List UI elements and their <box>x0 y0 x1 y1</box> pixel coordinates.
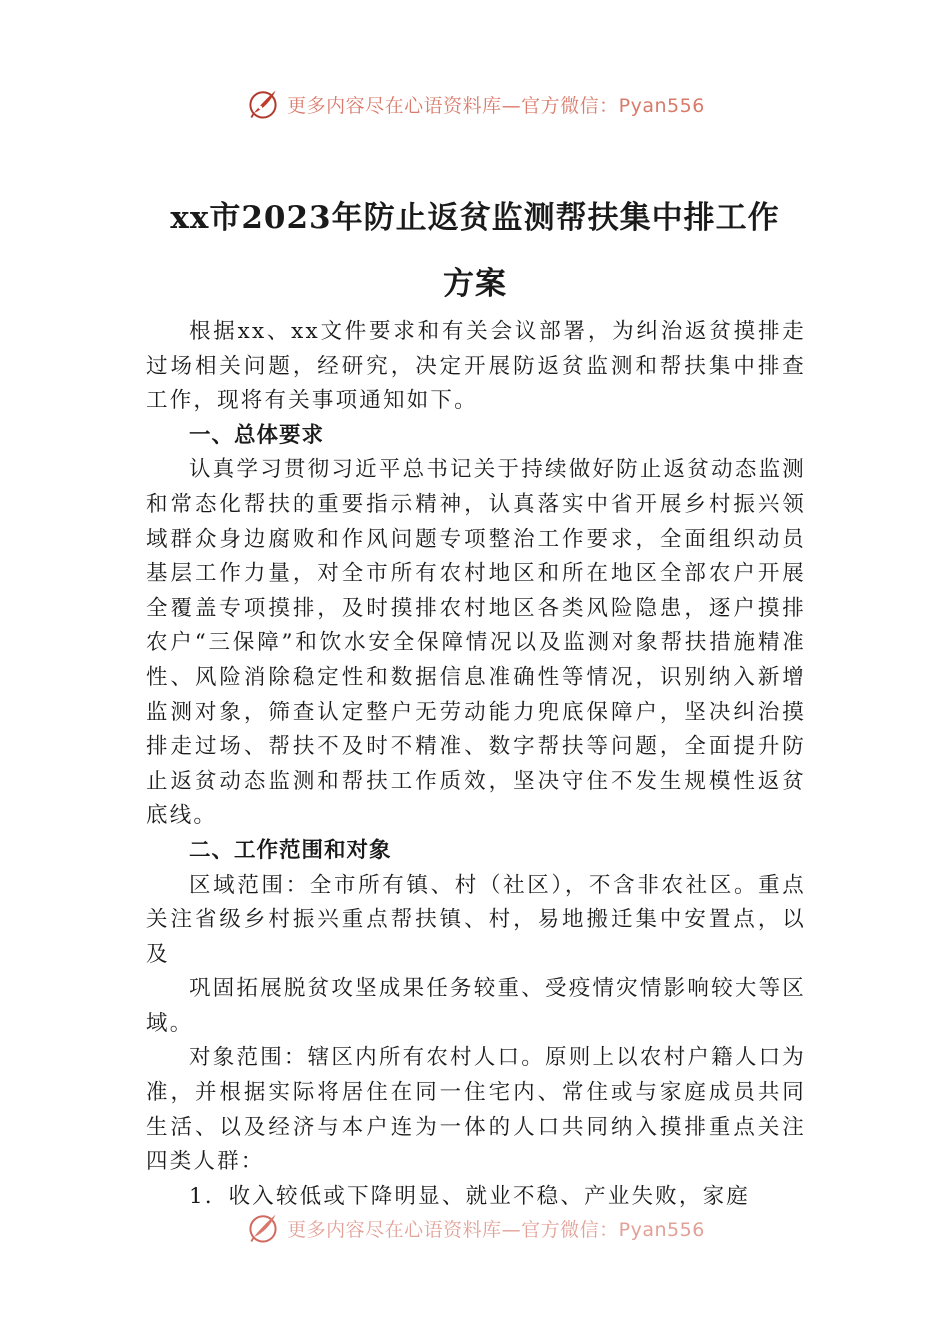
document-title-line-1: xx市2023年防止返贫监测帮扶集中排工作 <box>170 200 780 236</box>
section-2-paragraph-1: 区域范围：全市所有镇、村（社区），不含非农社区。重点关注省级乡村振兴重点帮扶镇、村，易地搬迁集中安置点，以及 <box>146 872 806 967</box>
document-title-line-2: 方案 <box>443 266 507 302</box>
intro-paragraph: 根据xx、xx文件要求和有关会议部署，为纠治返贫摸排走过场相关问题，经研究，决定开展防返贫监测和帮扶集中排查工作，现将有关事项通知如下。 <box>146 319 806 414</box>
section-heading-1: 一、总体要求 <box>189 422 325 448</box>
watermark-header <box>0 84 950 124</box>
watermark-footer <box>0 1208 950 1248</box>
section-2-paragraph-3: 对象范围：辖区内所有农村人口。原则上以农村户籍人口为准，并根据实际将居住在同一住宅内、常住或与家庭成员共同生活、以及经济与本户连为一体的人口共同纳入摸排重点关注四类人群： <box>146 1045 806 1175</box>
quill-logo-icon <box>245 1210 281 1246</box>
watermark-text: 更多内容尽在心语资料库—官方微信：Pyan556 <box>287 1218 705 1241</box>
document-body <box>146 315 806 1214</box>
section-1-paragraph: 认真学习贯彻习近平总书记关于持续做好防止返贫动态监测和常态化帮扶的重要指示精神，认真落实中省开展乡村振兴领域群众身边腐败和作风问题专项整治工作要求，全面组织动员基层工作力量，对全市所有农村地区和所在地区全部农户开展全覆盖专项摸排，及时摸排农村地区各类风险隐患，逐户摸排农户“三保障”和饮水安全保障情况以及监测对象帮扶措施精准性、风险消除稳定性和数据信息准确性等情况，识别纳入新增监测对象，筛查认定整户无劳动能力兜底保障户，坚决纠治摸排走过场、帮扶不及时不精准、数字帮扶等问题，全面提升防止返贫动态监测和帮扶工作质效，坚决守住不发生规模性返贫底线。 <box>146 457 806 829</box>
section-2-paragraph-2: 巩固拓展脱贫攻坚成果任务较重、受疫情灾情影响较大等区域。 <box>146 976 806 1036</box>
quill-logo-icon <box>245 86 281 122</box>
section-2-list-item-1: 1．收入较低或下降明显、就业不稳、产业失败，家庭 <box>189 1183 750 1209</box>
section-heading-2: 二、工作范围和对象 <box>189 837 392 863</box>
watermark-text: 更多内容尽在心语资料库—官方微信：Pyan556 <box>287 94 705 117</box>
